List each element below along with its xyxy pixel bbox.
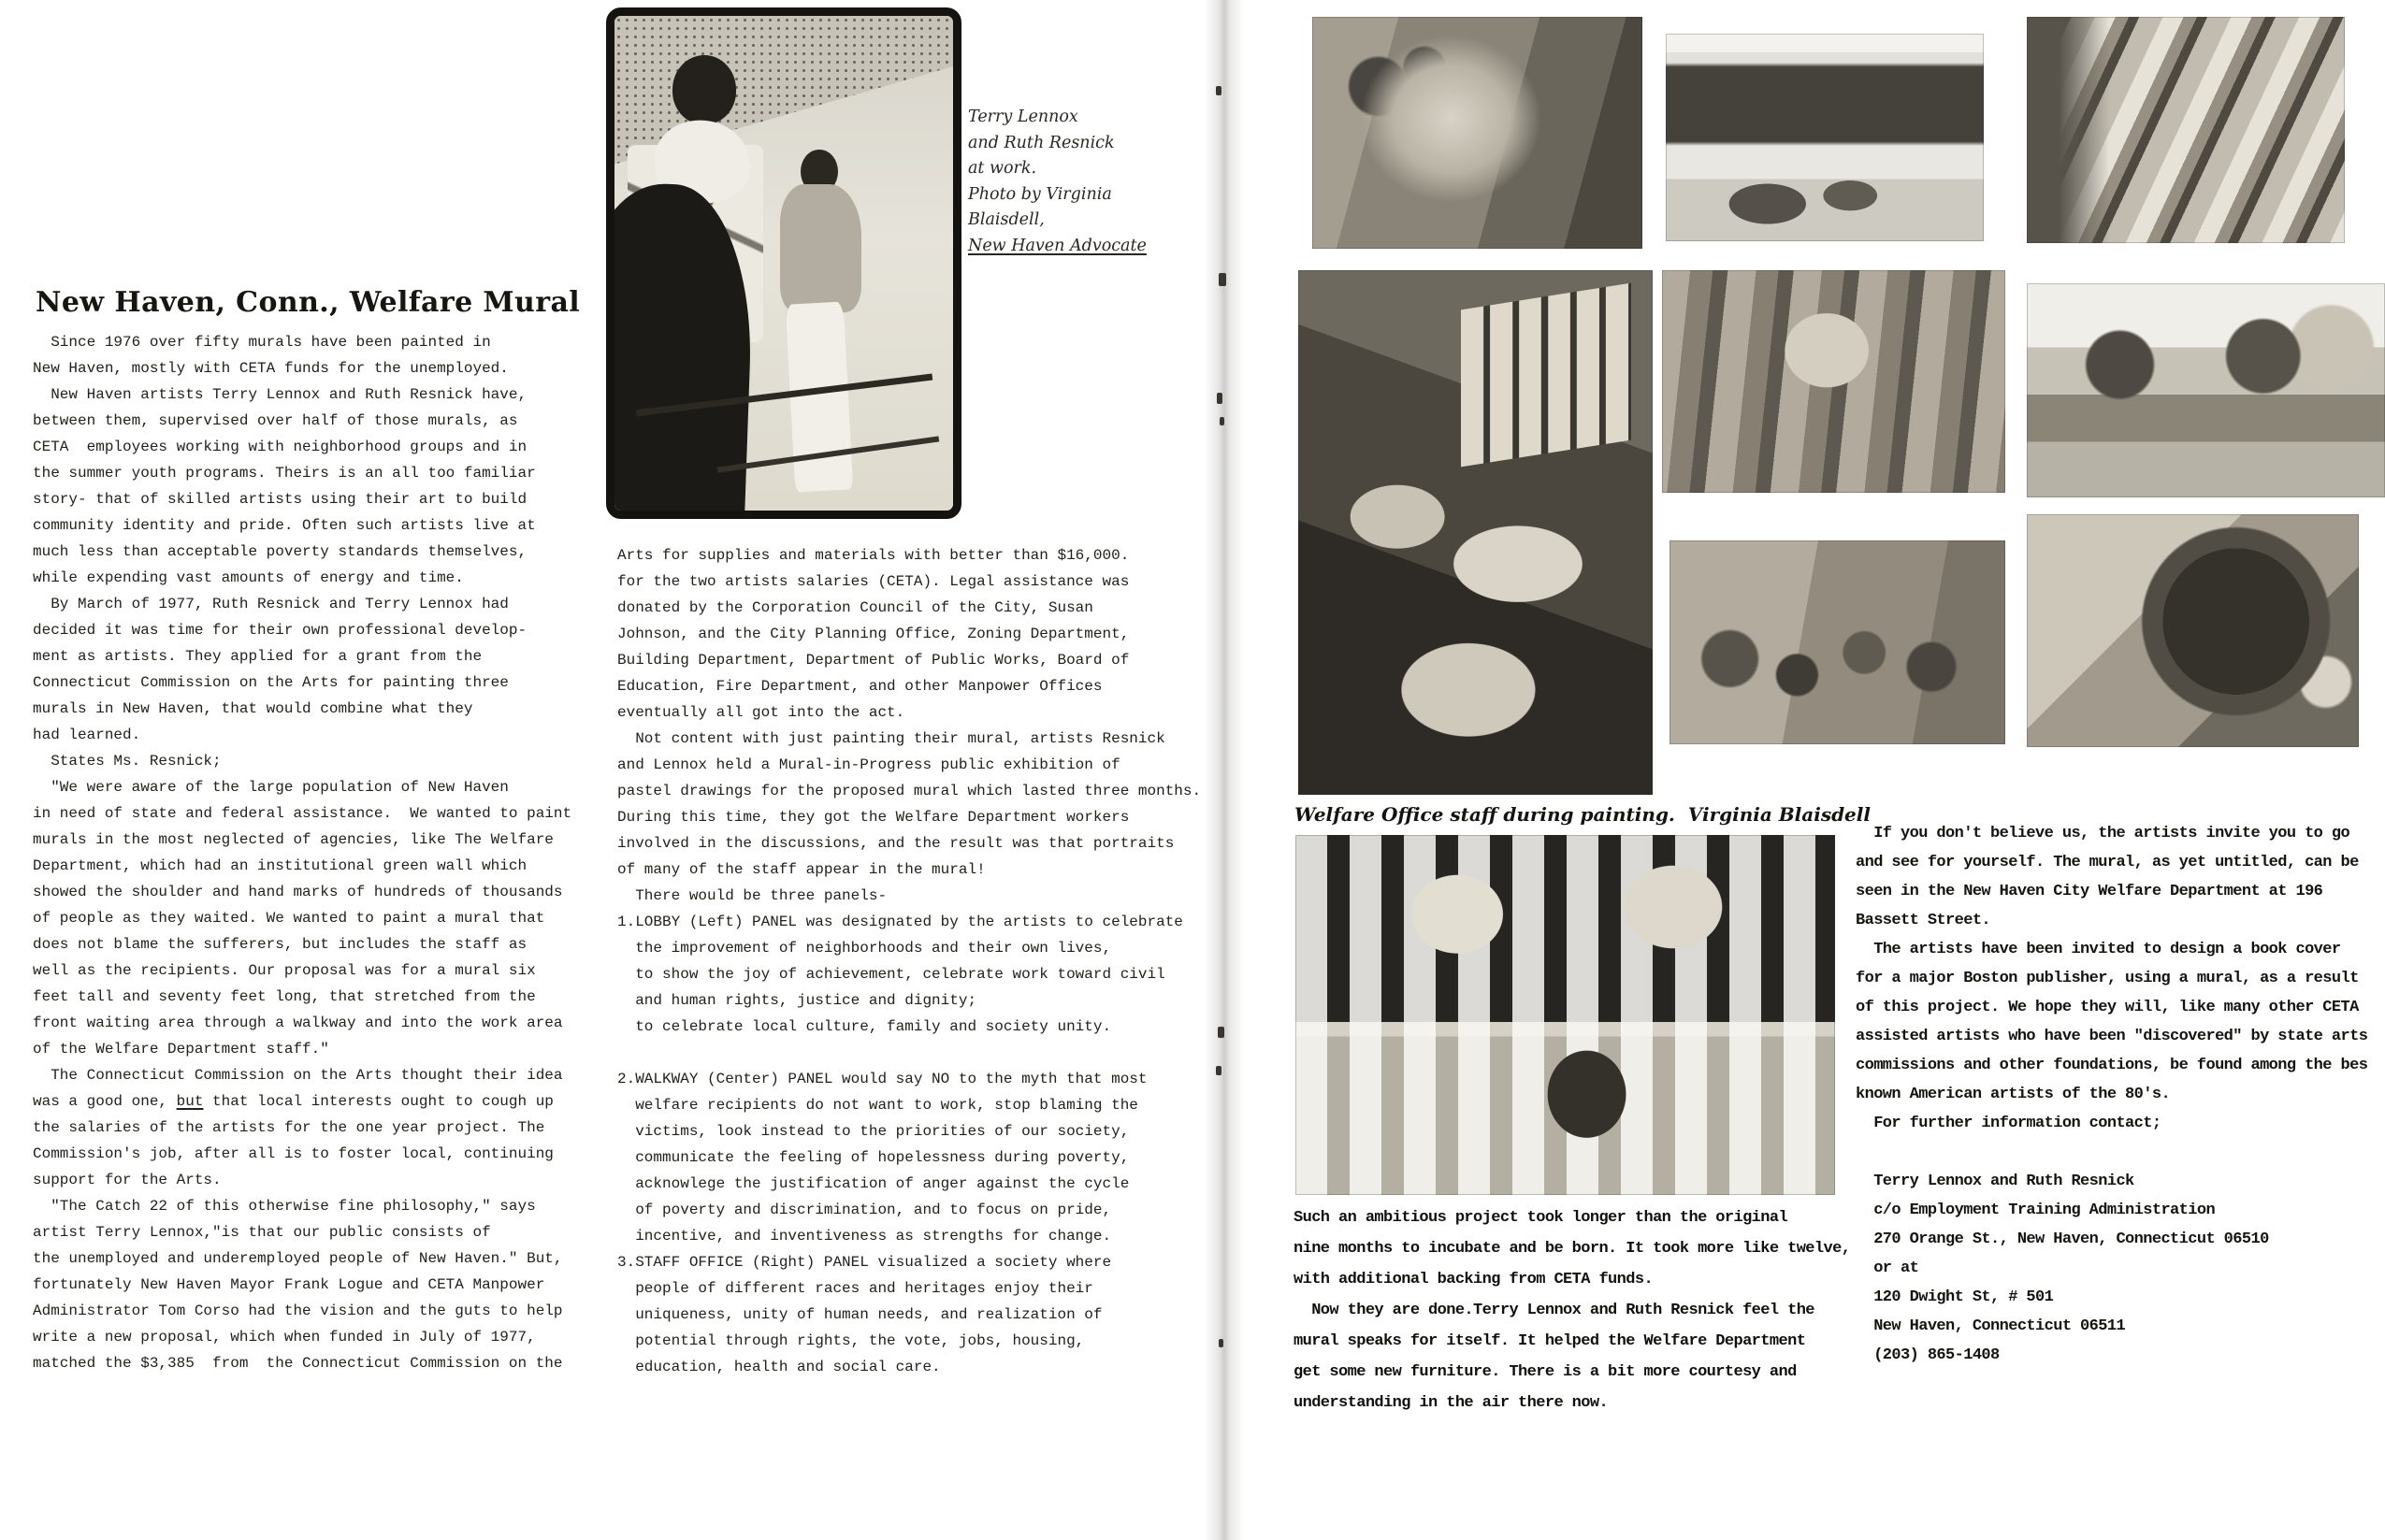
mural-photo-3 (2027, 17, 2345, 243)
grid-caption: Welfare Office staff during painting. Virginia Blaisdell (1294, 803, 1871, 826)
scan-speck (1216, 86, 1221, 95)
artist-two-jacket (780, 184, 861, 313)
mural-photo-4 (1298, 270, 1653, 795)
artists-at-work-photo (606, 7, 961, 519)
scan-speck (1220, 417, 1224, 425)
article-title: New Haven, Conn., Welfare Mural (36, 286, 581, 320)
right-column-text: If you don't believe us, the artists invite you to go and see for yourself. The mural, as yet untitled, can be seen in the New Haven City Welfare Department at 196 Bassett Street. The artists have been invited to design a book cover for a major Boston publisher, using a mural, as a result of this project. We hope they will, like many other CETA assisted artists who have been "discovered" by state arts commissions and other foundations, be found among the bes known American artists of the 80's. For further information contact; Terry Lennox and Ruth Resnick c/o Employment Training Administration 270 Orange St., New Haven, Connecticut 06510 or at 120 Dwight St, # 501 New Haven, Connecticut 06511 (203) 865-1408 (1856, 825, 2368, 1364)
bottom-left-text: Such an ambitious project took longer than the original nine months to incubate and be born. It took more like twelve, with additional backing from CETA funds. Now they are done.Terry Lennox and Ruth Resnick feel the mural speaks for itself. It helped the Welfare Department get some new furniture. There is a bit more courtesy and understanding in the air there now. (1294, 1209, 1851, 1412)
scan-speck (1219, 1339, 1223, 1347)
photo-caption: Terry Lennox and Ruth Resnick at work. Photo by Virginia Blaisdell, New Haven Advocate (968, 108, 1147, 255)
article-column-1: Since 1976 over fifty murals have been painted in New Haven, mostly with CETA funds for the unemployed. New Haven artists Terry Lennox and Ruth Resnick have, between them, supervised over half of those murals, as CETA employees working with neighborhood groups and in the summer youth programs. Theirs is an all too familiar story- that of skilled artists using their art to build community identity and pride. Often such artists live at much less than acceptable poverty standards themselves, while expending vast amounts of energy and time. By March of 1977, Ruth Resnick and Terry Lennox had decided it was time for their own professional develop- ment as artists. They applied for a grant from the Connecticut Commission on the Arts for painting three murals in New Haven, that would combine what they had learned. States Ms. Resnick; "We were aware of the large population of New Haven in need of state and federal assistance. We wanted to paint murals in the most neglected of agencies, like The Welfare Department, which had an institutional green wall which showed the shoulder and hand marks of hundreds of thousands of people as they waited. We wanted to paint a mural that does not blame the sufferers, but includes the staff as well as the recipients. Our proposal was for a mural six feet tall and seventy feet long, that stretched from the front waiting area through a walkway and into the work area of the Welfare Department staff." The Connecticut Commission on the Arts thought their idea was a good one, but that local interests ought to cough up the salaries of the artists for the one year project. The Commission's job, after all is to foster local, continuing support for the Arts. "The Catch 22 of this otherwise fine philosophy," says artist Terry Lennox,"is that our public consists of the unemployed and underemployed people of New Haven." But, fortunately New Haven Mayor Frank Logue and CETA Manpower Administrator Tom Corso had the vision and the guts to help write a new proposal, which when funded in July of 1977, matched the $3,385 from the Connecticut Commission on the (33, 334, 572, 1372)
page-fold (1205, 0, 1244, 1540)
mural-photo-5 (1662, 270, 2005, 493)
mural-photo-9 (1295, 835, 1835, 1195)
mural-photo-6 (2027, 283, 2385, 497)
factory-window-grid (1461, 283, 1631, 468)
mural-photo-7 (1670, 540, 2005, 744)
mural-photo-1 (1312, 17, 1642, 249)
scan-speck (1216, 1066, 1221, 1075)
scan-speck (1217, 393, 1222, 404)
scan-speck (1219, 273, 1226, 286)
article-column-2: Arts for supplies and materials with better than $16,000. for the two artists salaries (CETA). Legal assistance was donated by the Corporation Council of the City, Susan Johnson, and the City Planning Office, Zoning Department, Building Department, Department of Public Works, Board of Education, Fire Department, and other Manpower Offices eventually all got into the act. Not content with just painting their mural, artists Resnick and Lennox held a Mural-in-Progress public exhibition of pastel drawings for the proposed mural which lasted three months. During this time, they got the Welfare Department workers involved in the discussions, and the result was that portraits of many of the staff appear in the mural! There would be three panels- 1.LOBBY (Left) PANEL was designated by the artists to celebrate the improvement of neighborhoods and their own lives, to show the joy of achievement, celebrate work toward civil and human rights, justice and dignity; to celebrate local culture, family and society unity. 2.WALKWAY (Center) PANEL would say NO to the myth that most welfare recipients do not want to work, stop blaming the victims, look instead to the priorities of our society, communicate the feeling of hopelessness during poverty, acknowlege the justification of anger against the cycle of poverty and discrimination, and to focus on pride, incentive, and inventiveness as strengths for change. 3.STAFF OFFICE (Right) PANEL visualized a society where people of different races and heritages enjoy their uniqueness, unity of human needs, and realization of potential through rights, the vote, jobs, housing, education, health and social care. (617, 547, 1202, 1375)
scan-speck (1218, 1027, 1224, 1038)
photo-background (614, 16, 953, 511)
mural-photo-2 (1666, 34, 1984, 241)
mural-photo-8 (2027, 514, 2359, 747)
artist-one-head (672, 55, 737, 124)
